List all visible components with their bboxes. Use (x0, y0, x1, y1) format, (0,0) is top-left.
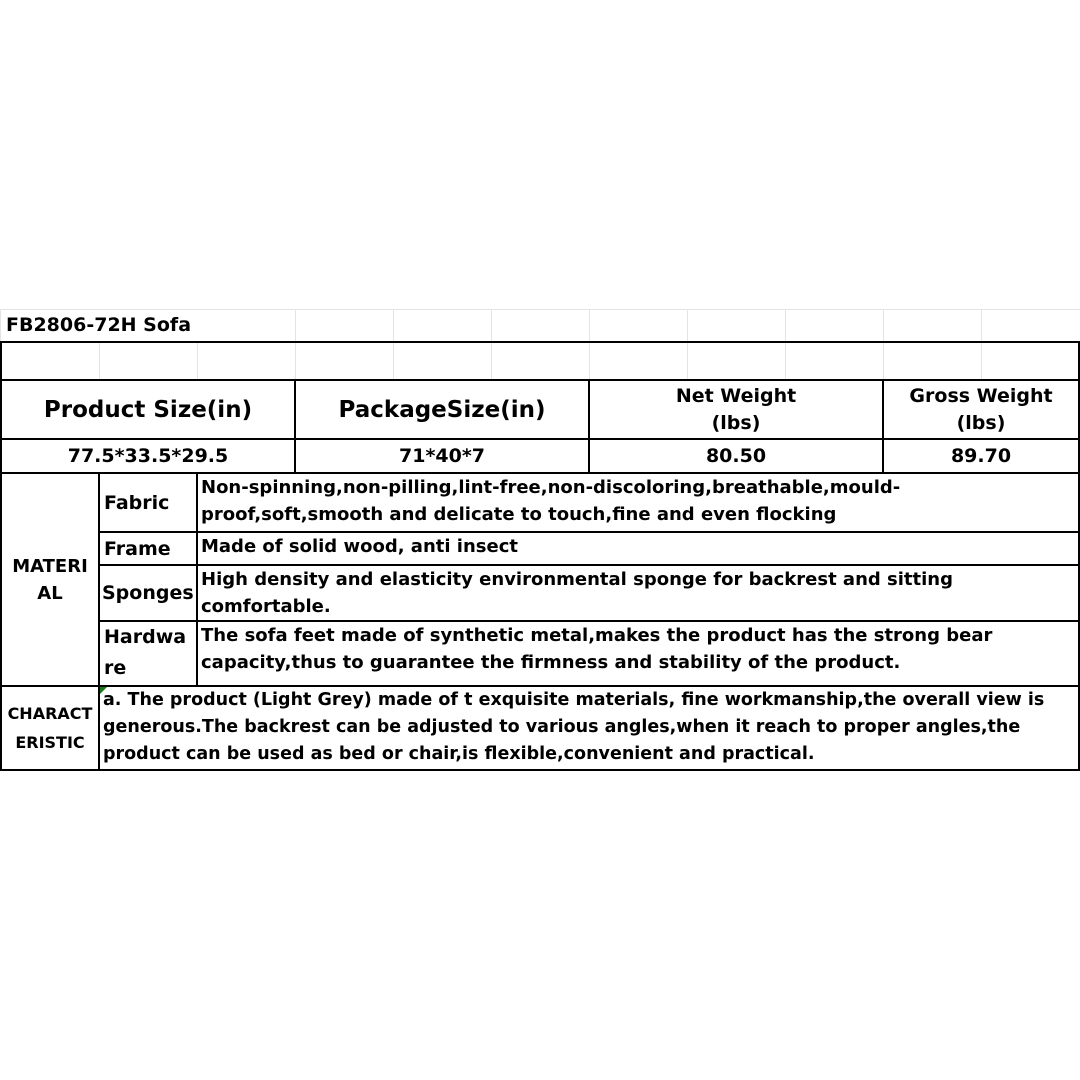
border (0, 341, 1080, 343)
material-desc-frame[interactable]: Made of solid wood, anti insect (201, 536, 518, 557)
material-name-sponges[interactable]: Sponges (102, 582, 194, 604)
gridline (883, 309, 884, 341)
gridline (589, 309, 590, 341)
border (98, 472, 100, 771)
material-desc-fabric[interactable]: Non-spinning,non-pilling,lint-free,non-discoloring,breathable,mould- proof,soft,smooth and delicate to touch,fine and even flocking (201, 477, 901, 525)
gridline (393, 342, 394, 379)
gridline (785, 309, 786, 341)
gridline (785, 342, 786, 379)
gridline (0, 309, 1, 341)
gridline (295, 342, 296, 379)
material-name-frame[interactable]: Frame (104, 537, 171, 560)
material-name-hardware[interactable]: Hardwa re (104, 626, 187, 679)
characteristic-desc[interactable]: a. The product (Light Grey) made of t exquisite materials, fine workmanship,the overall view is generous.The backrest can be adjusted to various angles,when it reach to proper angles,the product can be used as bed or chair,is flexible,convenient and practical. (103, 690, 1045, 764)
gridline (393, 309, 394, 341)
material-label[interactable]: MATERI AL (12, 555, 88, 604)
characteristic-label[interactable]: CHARACT ERISTIC (7, 704, 93, 752)
gridline (491, 309, 492, 341)
gridline (197, 342, 198, 379)
border (0, 769, 1080, 771)
header-gross-weight[interactable]: Gross Weight (lbs) (909, 384, 1053, 434)
gridline (589, 342, 590, 379)
gridline (687, 309, 688, 341)
value-gross-weight[interactable]: 89.70 (950, 445, 1012, 467)
value-package-size[interactable]: 71*40*7 (399, 445, 485, 467)
material-desc-sponges[interactable]: High density and elasticity environmental sponge for backrest and sitting comfortable. (201, 569, 954, 617)
gridline (981, 309, 982, 341)
gridline (491, 342, 492, 379)
border (196, 472, 198, 687)
header-product-size[interactable]: Product Size(in) (43, 396, 253, 423)
sheet-title[interactable]: FB2806-72H Sofa (6, 314, 192, 336)
header-net-weight[interactable]: Net Weight (lbs) (675, 384, 797, 434)
gridline (295, 309, 296, 341)
material-name-fabric[interactable]: Fabric (104, 491, 170, 514)
gridline (99, 342, 100, 379)
gridline (883, 342, 884, 379)
material-desc-hardware[interactable]: The sofa feet made of synthetic metal,makes the product has the strong bear capacity,thus to guarantee the firmness and stability of the product. (201, 625, 993, 673)
gridline (981, 342, 982, 379)
header-package-size[interactable]: PackageSize(in) (338, 396, 546, 423)
value-product-size[interactable]: 77.5*33.5*29.5 (67, 445, 229, 467)
value-net-weight[interactable]: 80.50 (705, 445, 767, 467)
gridline (687, 342, 688, 379)
